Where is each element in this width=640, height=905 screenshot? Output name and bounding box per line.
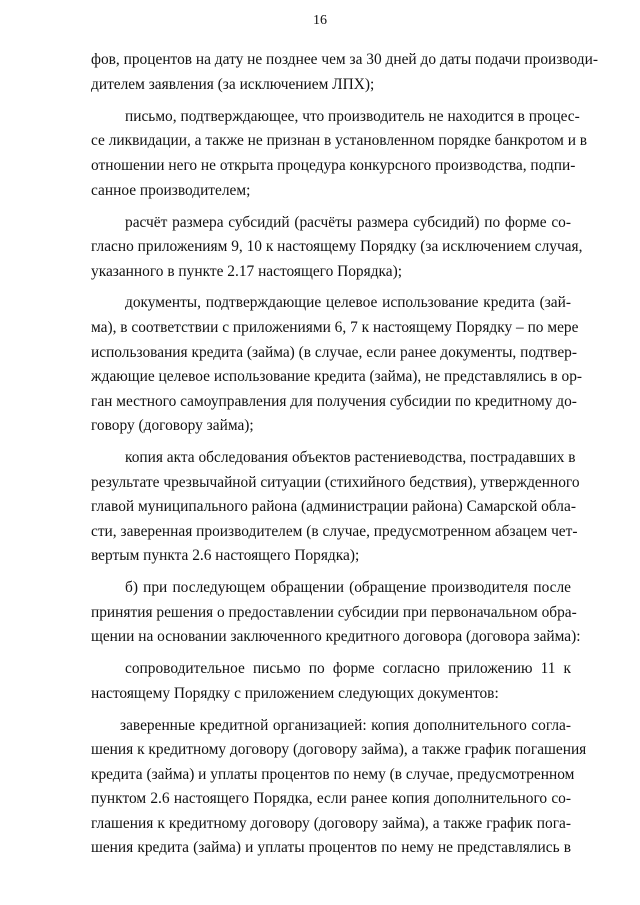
- text-line: шения к кредитному договору (договору займа), а также график погашения: [91, 741, 587, 758]
- text-line: расчёт размера субсидий (расчёты размера субсидий) по форме со-: [125, 214, 571, 231]
- text-line: говору (договору займа);: [91, 417, 254, 434]
- text-line: заверенные кредитной организацией: копия дополнительного согла-: [120, 717, 571, 734]
- text-line: документы, подтверждающие целевое использование кредита (зай-: [125, 294, 571, 311]
- text-line: пунктом 2.6 настоящего Порядка, если ранее копия дополнительного со-: [91, 790, 571, 807]
- text-line: отношении него не открыта процедура конкурсного производства, подпи-: [91, 157, 576, 174]
- text-line: использования кредита (займа) (в случае, если ранее документы, подтвер-: [91, 344, 577, 361]
- text-line: ган местного самоуправления для получения субсидии по кредитному до-: [91, 393, 577, 410]
- text-line: вертым пункта 2.6 настоящего Порядка);: [91, 547, 360, 564]
- text-line: санное производителем;: [91, 182, 251, 199]
- text-line: принятия решения о предоставлении субсидии при первоначальном обра-: [91, 604, 577, 621]
- text-line: копия акта обследования объектов растениеводства, пострадавших в: [125, 449, 576, 466]
- text-line: фов, процентов на дату не позднее чем за 30 дней до даты подачи производи-: [91, 51, 598, 68]
- text-line: указанного в пункте 2.17 настоящего Порядка);: [91, 263, 403, 280]
- text-line: кредита (займа) и уплаты процентов по нему (в случае, предусмотренном: [91, 766, 575, 783]
- text-line: сопроводительное письмо по форме согласно приложению 11 к: [125, 660, 571, 677]
- text-line: глашения к кредитному договору (договору займа), а также график пога-: [91, 815, 571, 832]
- text-line: главой муниципального района (администрации района) Самарской обла-: [91, 498, 576, 515]
- page-number: 16: [313, 13, 327, 28]
- text-line: ма), в соответствии с приложениями 6, 7 к настоящему Порядку – по мере: [91, 319, 579, 336]
- text-line: сти, заверенная производителем (в случае, предусмотренном абзацем чет-: [91, 523, 578, 540]
- text-line: результате чрезвычайной ситуации (стихийного бедствия), утвержденного: [91, 474, 580, 491]
- text-line: ждающие целевое использование кредита (займа), не представлялись в ор-: [91, 368, 583, 385]
- text-line: б) при последующем обращении (обращение производителя после: [125, 579, 571, 596]
- text-line: дителем заявления (за исключением ЛПХ);: [91, 76, 375, 93]
- text-line: шения кредита (займа) и уплаты процентов по нему не представлялись в: [91, 839, 571, 856]
- text-line: настоящему Порядку с приложением следующих документов:: [91, 685, 499, 702]
- text-line: гласно приложениям 9, 10 к настоящему Порядку (за исключением случая,: [91, 238, 583, 255]
- text-line: письмо, подтверждающее, что производитель не находится в процес-: [125, 108, 580, 125]
- text-line: щении на основании заключенного кредитного договора (договора займа):: [91, 628, 581, 645]
- text-line: се ликвидации, а также не признан в установленном порядке банкротом и в: [91, 132, 588, 149]
